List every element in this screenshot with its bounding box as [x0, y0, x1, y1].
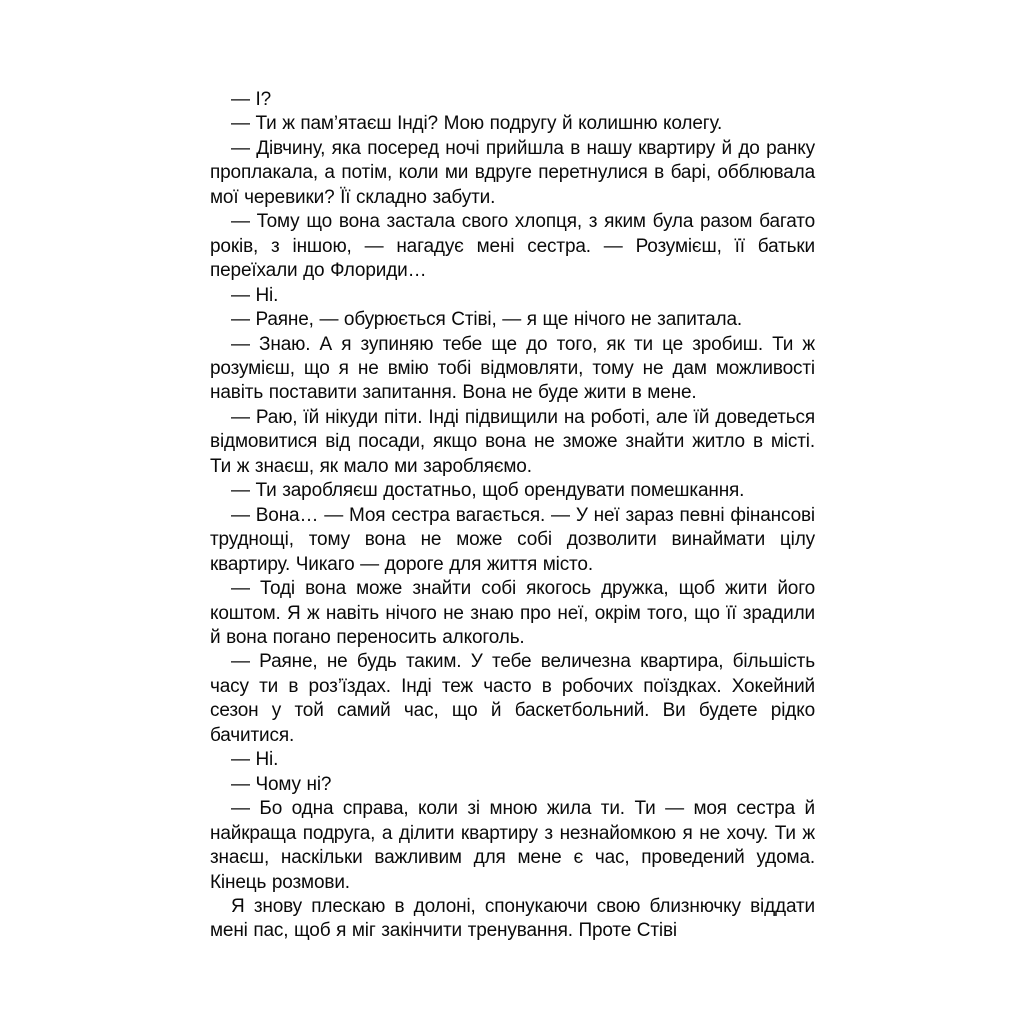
- paragraph-dialogue: — Тоді вона може знайти собі якогось дружка, щоб жити його коштом. Я ж навіть нічого не знаю про неї, окрім того, що її зрадили й вона погано переносить алкоголь.: [210, 578, 815, 648]
- text-column: [210, 88, 815, 944]
- paragraph-dialogue: — Тому що вона застала свого хлопця, з яким була разом багато років, з іншою, — нагадує мені сестра. — Розумієш, її батьки переїхали до Флориди…: [210, 211, 815, 282]
- paragraph-dialogue: — Дівчину, яка посеред ночі прийшла в нашу квартиру й до ранку проплакала, а потім, коли ми вдруге перетнулися в барі, обблювала мої черевики? Її складно забути.: [210, 137, 815, 208]
- paragraph-dialogue: — І?: [231, 89, 272, 110]
- paragraph-dialogue: — Чому ні?: [231, 773, 332, 795]
- paragraph-dialogue: — Знаю. А я зупиняю тебе ще до того, як ти це зробиш. Ти ж розумієш, що я не вмію тобі відмовляти, тому не дам можливості навіть поставити запитання. Вона не буде жити в мене.: [210, 333, 815, 404]
- paragraph-dialogue: — Ні.: [231, 749, 279, 771]
- paragraph-narration: Я знову плескаю в долоні, спонукаючи свою близнючку віддати мені пас, щоб я міг закінчити тренування. Проте Стіві: [210, 895, 815, 942]
- paragraph-dialogue: — Вона… — Моя сестра вагається. — У неї зараз певні фінансові труднощі, тому вона не може собі дозволити винаймати цілу квартиру. Чикаго — дороге для життя місто.: [210, 504, 815, 575]
- paragraph-dialogue: — Ні.: [231, 284, 279, 306]
- paragraph-dialogue: — Раяне, не будь таким. У тебе величезна квартира, більшість часу ти в роз’їздах. Інді теж часто в робочих поїздках. Хокейний сезон у той самий час, що й баскетбольний. Ви будете рідко бачитися.: [210, 651, 815, 746]
- paragraph-dialogue: — Раяне, — обурюється Стіві, — я ще нічого не запитала.: [231, 309, 742, 331]
- paragraph-dialogue: — Раю, їй нікуди піти. Інді підвищили на роботі, але їй доведеться відмовитися від посади, якщо вона не зможе знайти житло в місті. Ти ж знаєш, як мало ми заробляємо.: [210, 406, 815, 477]
- paragraph-dialogue: — Ти ж пам’ятаєш Інді? Мою подругу й колишню колегу.: [231, 113, 723, 135]
- paragraph-dialogue: — Ти заробляєш достатньо, щоб орендувати помешкання.: [231, 480, 745, 502]
- paragraph-dialogue: — Бо одна справа, коли зі мною жила ти. Ти — моя сестра й найкраща подруга, а ділити квартиру з незнайомкою я не хочу. Ти ж знаєш, наскільки важливим для мене є час, проведений удома. Кінець розмови.: [210, 798, 815, 893]
